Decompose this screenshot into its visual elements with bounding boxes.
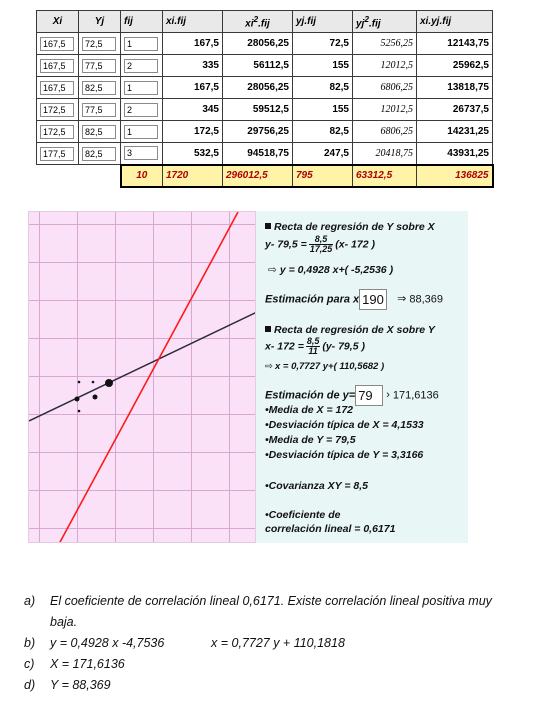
xi-fij-cell: 167,5	[163, 77, 223, 99]
xi-yj-fij-cell: 13818,75	[417, 77, 493, 99]
table-row	[37, 33, 493, 55]
yj-input[interactable]: 82,5	[82, 147, 116, 161]
table-row	[37, 77, 493, 99]
yj-fij-cell: 155	[293, 99, 353, 121]
xi-input[interactable]: 177,5	[40, 147, 74, 161]
scatter-regression-graph	[28, 211, 256, 543]
xi-yj-fij-cell: 14231,25	[417, 121, 493, 143]
slope-fraction: $\frac{8,5}{17,25}$	[309, 234, 333, 254]
xi-input[interactable]: 167,5	[40, 81, 74, 95]
reg-x-on-y-title: Recta de regresión de X sobre Y	[265, 324, 435, 336]
yj-input[interactable]: 82,5	[82, 81, 116, 95]
header-xi2-fij: $xi^2.fij$	[223, 11, 293, 33]
xi2-fij-cell: 28056,25	[223, 33, 293, 55]
total-fij: 10	[121, 165, 163, 187]
table-row	[37, 55, 493, 77]
data-point	[75, 397, 80, 402]
media-x: •Media de X = 172	[265, 404, 354, 416]
yj-fij-cell: 247,5	[293, 143, 353, 165]
yj-fij-cell: 155	[293, 55, 353, 77]
yj-input[interactable]: 82,5	[82, 125, 116, 139]
table-header-row	[37, 11, 493, 33]
fij-input[interactable]: 2	[124, 59, 158, 73]
xi-input[interactable]: 172,5	[40, 103, 74, 117]
fij-input[interactable]: 1	[124, 125, 158, 139]
xi-input[interactable]: 167,5	[40, 59, 74, 73]
xi-fij-cell: 532,5	[163, 143, 223, 165]
yj2-fij-cell: 20418,75	[353, 143, 417, 165]
estimation-x-input[interactable]: 190	[359, 289, 387, 310]
xi2-fij-cell: 59512,5	[223, 99, 293, 121]
implies-arrow-icon: ⇒	[397, 293, 407, 306]
yj-input[interactable]: 72,5	[82, 37, 116, 51]
slope-fraction: $\frac{8,5}{11}$	[306, 336, 320, 356]
totals-row	[37, 165, 493, 187]
regression-info-panel	[256, 211, 468, 543]
xi-yj-fij-cell: 43931,25	[417, 143, 493, 165]
total-xi-yj-fij: 136825	[417, 165, 493, 187]
estimation-y-row: Estimación de y= 79 › 171,6136	[265, 385, 439, 406]
fij-input[interactable]: 2	[124, 103, 158, 117]
fij-input[interactable]: 3	[124, 146, 158, 160]
reg-x-on-y-result: ⇨ x = 0,7727 y+( 110,5682 )	[265, 361, 385, 372]
graph-svg	[29, 212, 256, 543]
reg-y-on-x-result: ⇨ y = 0,4928 x+( -5,2536 )	[268, 264, 394, 276]
xi2-fij-cell: 94518,75	[223, 143, 293, 165]
reg-y-on-x-formula: y- 79,5 = $\frac{8,5}{17,25}$ (x- 172 )	[265, 234, 375, 254]
data-point	[105, 379, 113, 387]
header-yj-fij: yj.fij	[293, 11, 353, 33]
header-yj: Yj	[79, 11, 121, 33]
xi-fij-cell: 335	[163, 55, 223, 77]
header-yj2-fij: $yj^2.fij$	[353, 11, 417, 33]
xi-yj-fij-cell: 26737,5	[417, 99, 493, 121]
header-xi: Xi	[37, 11, 79, 33]
fij-input[interactable]: 1	[124, 37, 158, 51]
yj-fij-cell: 82,5	[293, 77, 353, 99]
xi-fij-cell: 172,5	[163, 121, 223, 143]
total-yj-fij: 795	[293, 165, 353, 187]
desviacion-x: •Desviación típica de X = 4,1533	[265, 419, 424, 431]
yj-fij-cell: 82,5	[293, 121, 353, 143]
table-row	[37, 121, 493, 143]
yj2-fij-cell: 6806,25	[353, 121, 417, 143]
xi-fij-cell: 345	[163, 99, 223, 121]
header-fij: fij	[121, 11, 163, 33]
xi2-fij-cell: 28056,25	[223, 77, 293, 99]
xi2-fij-cell: 29756,25	[223, 121, 293, 143]
desviacion-y: •Desviación típica de Y = 3,3166	[265, 449, 424, 461]
yj2-fij-cell: 12012,5	[353, 99, 417, 121]
implies-arrow-icon: ›	[386, 389, 390, 402]
regression-line-x-on-y	[29, 312, 256, 421]
xi-input[interactable]: 172,5	[40, 125, 74, 139]
table-row	[37, 99, 493, 121]
xi-fij-cell: 167,5	[163, 33, 223, 55]
bullet-square-icon	[265, 223, 271, 229]
estimation-x-row: Estimación para x 190 ⇒ 88,369	[265, 289, 443, 310]
estimation-y-input[interactable]: 79	[355, 385, 383, 406]
yj-input[interactable]: 77,5	[82, 59, 116, 73]
coeficiente-line1: •Coeficiente de	[265, 509, 341, 521]
xi-yj-fij-cell: 25962,5	[417, 55, 493, 77]
yj-fij-cell: 72,5	[293, 33, 353, 55]
yj-input[interactable]: 77,5	[82, 103, 116, 117]
total-yj2-fij: 63312,5	[353, 165, 417, 187]
reg-x-on-y-formula: x- 172 = $\frac{8,5}{11}$ (y- 79,5 )	[265, 336, 365, 356]
xi-input[interactable]: 167,5	[40, 37, 74, 51]
reg-y-on-x-title: Recta de regresión de Y sobre X	[265, 221, 435, 233]
data-point	[78, 410, 81, 413]
total-xi-fij: 1720	[163, 165, 223, 187]
header-xi-yj-fij: xi.yj.fij	[417, 11, 493, 33]
xi2-fij-cell: 56112,5	[223, 55, 293, 77]
yj2-fij-cell: 5256,25	[353, 33, 417, 55]
data-point	[92, 381, 95, 384]
data-point	[93, 395, 98, 400]
arrow-right-icon: ⇨	[265, 361, 273, 372]
header-xi-fij: xi.fij	[163, 11, 223, 33]
arrow-right-icon: ⇨	[268, 264, 277, 276]
bullet-square-icon	[265, 326, 271, 332]
yj2-fij-cell: 6806,25	[353, 77, 417, 99]
fij-input[interactable]: 1	[124, 81, 158, 95]
yj2-fij-cell: 12012,5	[353, 55, 417, 77]
regression-line-y-on-x	[59, 212, 238, 543]
xi-yj-fij-cell: 12143,75	[417, 33, 493, 55]
data-point	[78, 381, 81, 384]
table-row	[37, 143, 493, 165]
frequency-table	[36, 10, 494, 188]
coeficiente-line2: correlación lineal = 0,6171	[265, 523, 396, 535]
covarianza: •Covarianza XY = 8,5	[265, 480, 368, 492]
total-xi2-fij: 296012,5	[223, 165, 293, 187]
media-y: •Media de Y = 79,5	[265, 434, 356, 446]
